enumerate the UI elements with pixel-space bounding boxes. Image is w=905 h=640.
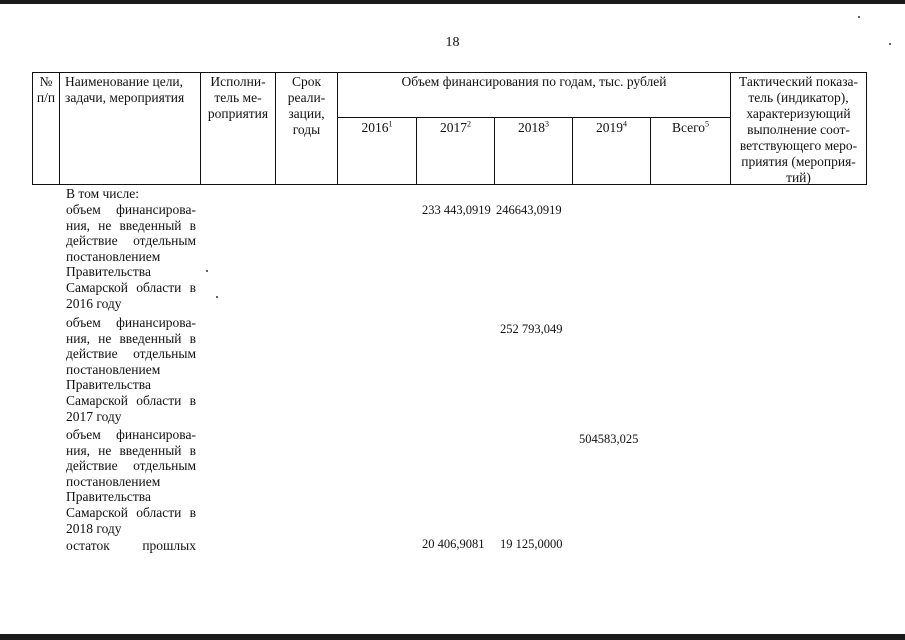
row-2016-value-2018: 246643,0919 [496,203,562,217]
scan-speck [206,270,208,272]
header-indicator: Тактический показа-тель (индикатор), характеризующий выполнение соот-ветствующего меро-приятия (мероприя-тий) [738,74,859,185]
scan-speck [216,296,218,298]
scan-speck [858,16,860,18]
scan-edge-top [0,0,905,4]
header-year-2018: 2018$^3$ [518,119,549,135]
header-term: Срок реали-зации, годы [287,74,326,137]
table-header-grid [32,72,867,185]
row-name-2016: объем финансирова-ния, не введенный в действие отдельным постановлением Правительства Самарской области в 2016 году [66,202,196,311]
row-name-2017: объем финансирова-ния, не введенный в действие отдельным постановлением Правительства Самарской области в 2017 году [66,315,196,424]
header-total: Всего$^5$ [671,119,710,135]
row-2018-value-2019: 504583,025 [579,432,639,446]
row-label-including: В том числе: [66,186,139,201]
row-remainder-value-2018: 19 125,0000 [500,537,563,551]
scan-edge-bottom [0,634,905,640]
header-financing: Объем финансирования по годам, тыс. рублей [401,74,667,89]
row-remainder-value-2017: 20 406,9081 [422,537,485,551]
header-year-2019: 2019$^4$ [596,119,627,135]
header-number: № п/п [36,74,56,105]
header-year-2016: 2016$^1$ [361,119,393,135]
row-2017-value-2018: 252 793,049 [500,322,563,336]
row-name-remainder: остаток прошлых [66,538,196,553]
row-name-2018: объем финансирова-ния, не введенный в действие отдельным постановлением Правительства Самарской области в 2018 году [66,427,196,536]
header-name: Наименование цели, задачи, мероприятия [65,74,185,105]
header-year-2017: 2017$^2$ [440,119,471,135]
page-number: 18 [445,35,460,50]
row-2016-value-2017: 233 443,0919 [422,203,491,217]
header-executor: Исполни-тель ме-роприятия [207,74,269,121]
